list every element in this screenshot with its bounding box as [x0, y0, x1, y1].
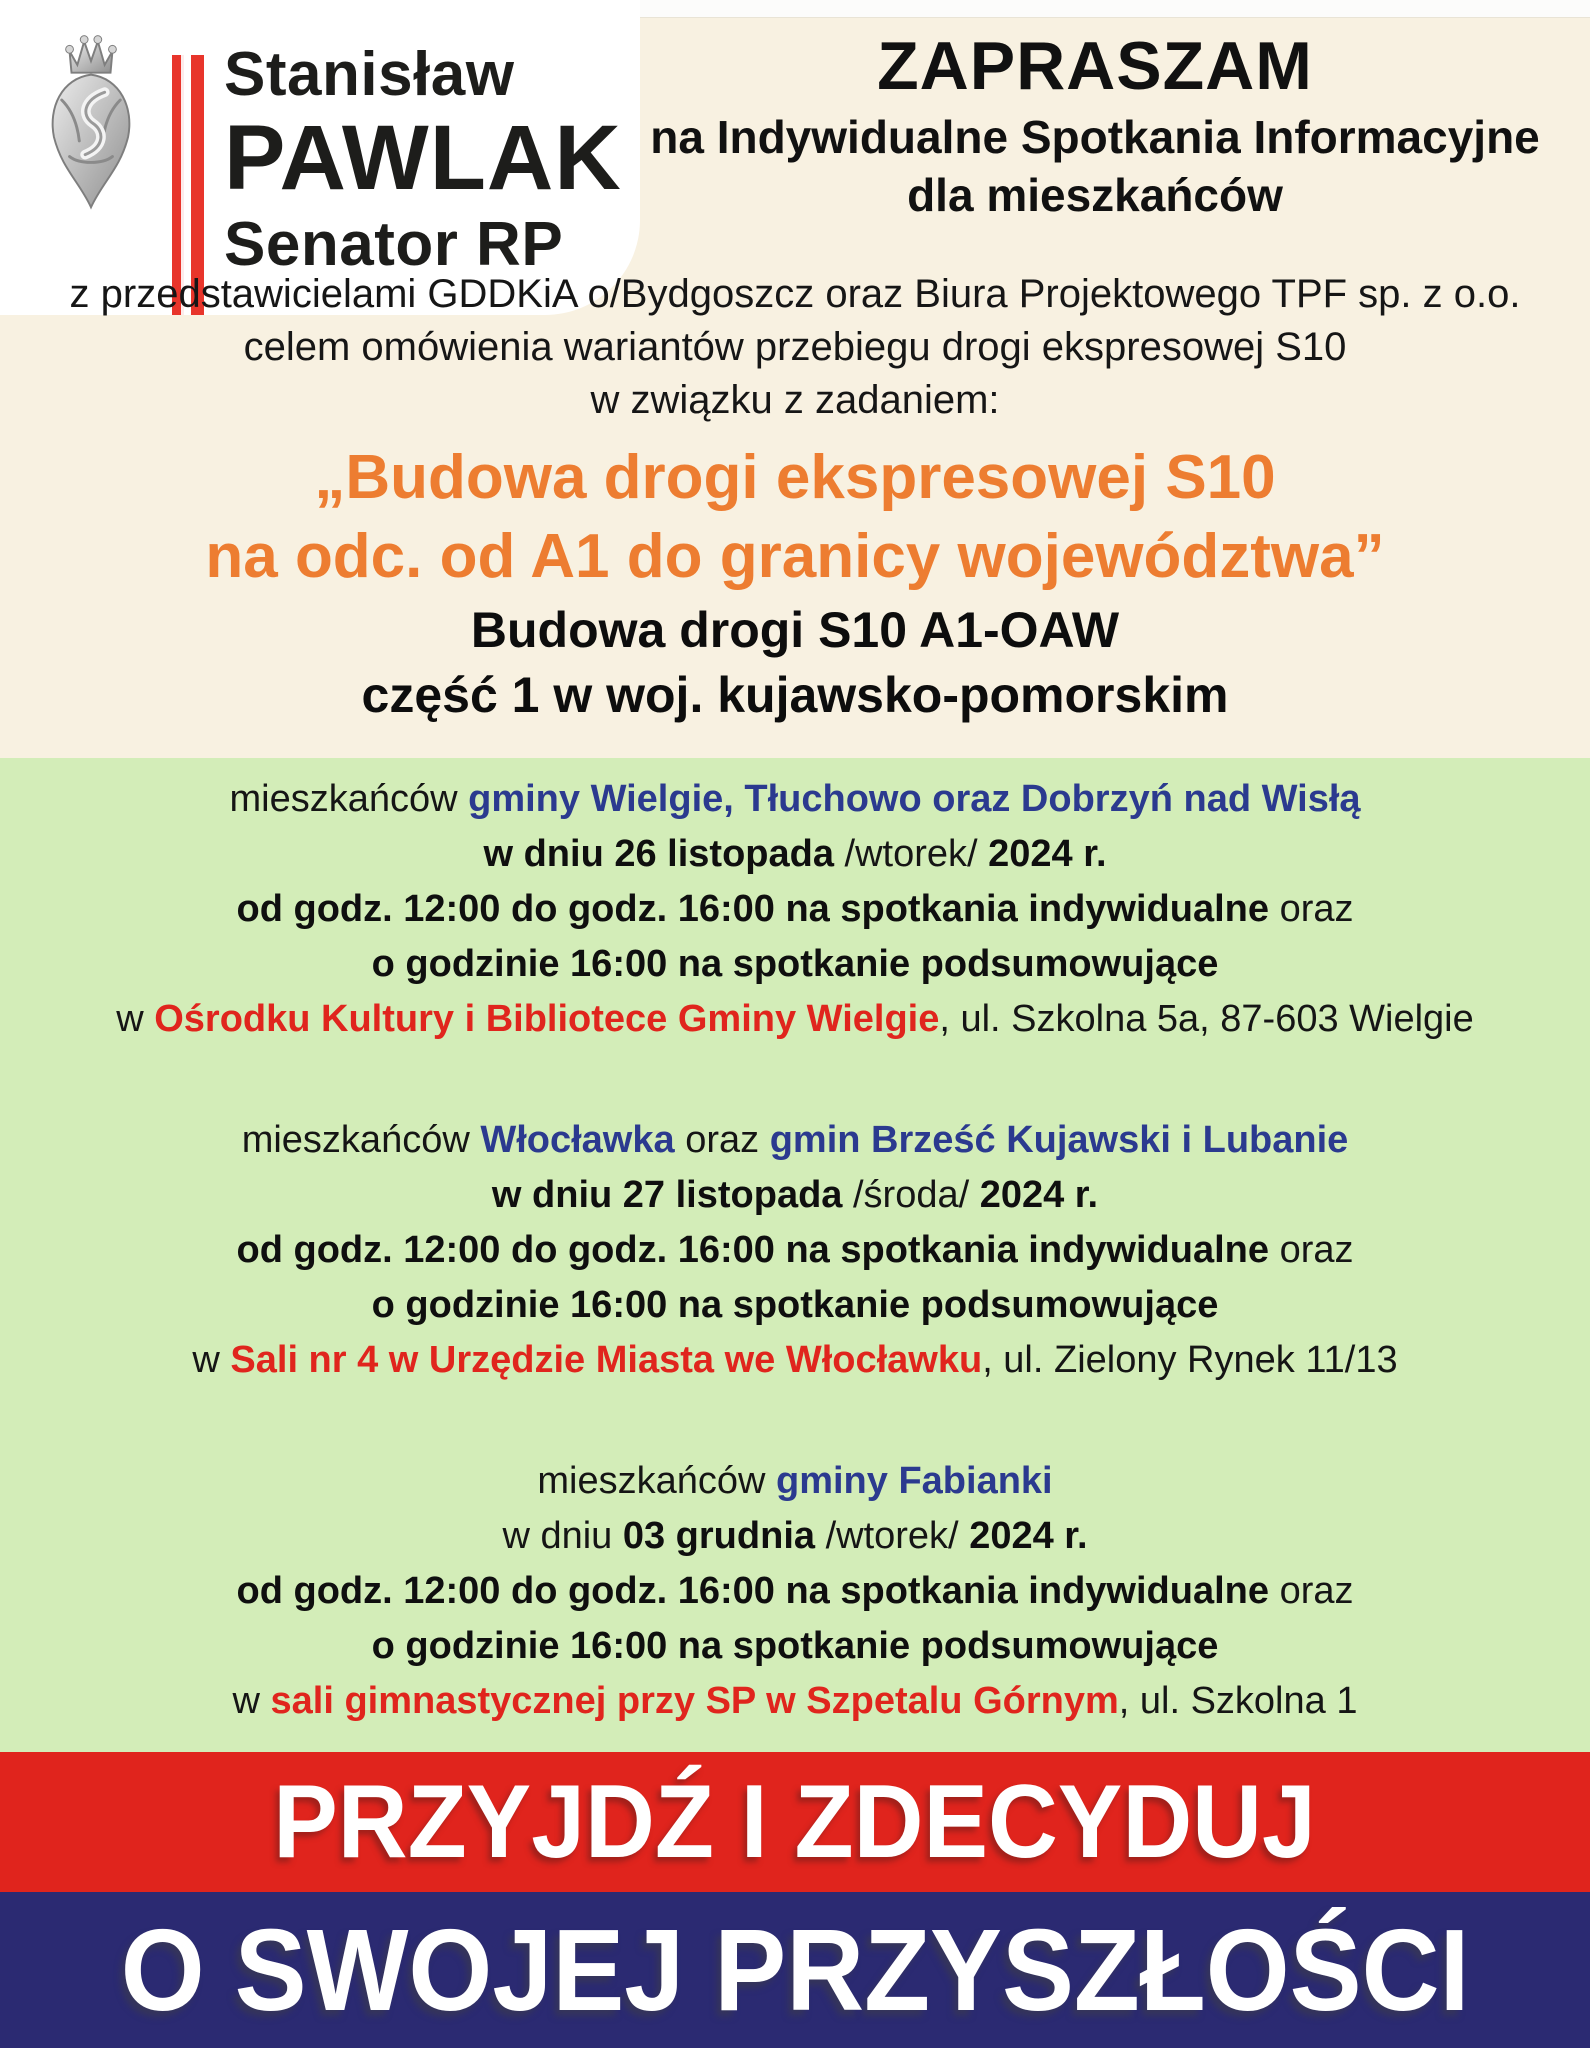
meeting-text-segment: o godzinie 16:00 na spotkanie podsumowujące [371, 943, 1219, 985]
meeting-text-segment: oraz [1279, 1229, 1354, 1271]
meeting-text-segment: od godz. 12:00 do godz. 16:00 na spotkania indywidualne [236, 1570, 1280, 1612]
meeting-text-segment: oraz [674, 1119, 770, 1161]
intro-paragraph [0, 268, 1590, 427]
meeting-summary-line [0, 1278, 1590, 1333]
meeting-summary-line [0, 937, 1590, 992]
meeting-text-segment: o godzinie 16:00 na spotkanie podsumowujące [371, 1284, 1219, 1326]
project-quote [0, 438, 1590, 596]
meeting-text-segment: 03 grudnia [622, 1515, 826, 1557]
meeting-text-segment: mieszkańców [241, 1119, 481, 1161]
meeting-audience-line [0, 1113, 1590, 1168]
meeting-text-segment: , ul. Szkolna 1 [1118, 1680, 1358, 1722]
meeting-summary-line [0, 1619, 1590, 1674]
meeting-text-segment: sali gimnastycznej przy SP w Szpetalu Górnym [270, 1680, 1119, 1722]
project-quote-line-2: na odc. od A1 do granicy województwa” [205, 522, 1385, 591]
meeting-block [0, 1113, 1590, 1388]
meeting-text-segment: gminy Fabianki [776, 1460, 1053, 1502]
meeting-venue-line [0, 1674, 1590, 1729]
meeting-audience-line [0, 1454, 1590, 1509]
cta-banner-red-text: PRZYJDŹ I ZDECYDUJ [273, 1763, 1317, 1880]
meeting-text-segment: mieszkańców [229, 778, 469, 820]
meeting-text-segment: od godz. 12:00 do godz. 16:00 na spotkania indywidualne [236, 1229, 1280, 1271]
meeting-text-segment: Sali nr 4 w Urzędzie Miasta we Włocławku [230, 1339, 983, 1381]
meeting-text-segment: oraz [1279, 1570, 1354, 1612]
meeting-text-segment: Ośrodku Kultury i Bibliotece Gminy Wielgie [154, 998, 940, 1040]
meeting-text-segment: w [192, 1339, 231, 1381]
meeting-text-segment: gmin Brześć Kujawski i Lubanie [769, 1119, 1349, 1161]
meeting-text-segment: gminy Wielgie, Tłuchowo oraz Dobrzyń nad Wisłą [468, 778, 1361, 820]
senator-name-block [224, 40, 622, 279]
invite-subtitle-2: dla mieszkańców [907, 169, 1283, 221]
meeting-text-segment: 2024 r. [979, 1174, 1099, 1216]
cta-banner-navy-text: O SWOJEJ PRZYSZŁOŚCI [120, 1905, 1470, 2035]
meeting-text-segment: /wtorek/ [825, 1515, 970, 1557]
meeting-text-segment: Włocławka [480, 1119, 675, 1161]
invite-title: ZAPRASZAM [877, 28, 1313, 104]
cta-banner-navy [0, 1892, 1590, 2048]
meeting-text-segment: mieszkańców [537, 1460, 776, 1502]
meeting-text-segment: 2024 r. [969, 1515, 1088, 1557]
meeting-hours-line [0, 882, 1590, 937]
intro-line-1: z przedstawicielami GDDKiA o/Bydgoszcz oraz Biura Projektowego TPF sp. z o.o. [69, 272, 1521, 316]
project-subtitle [0, 598, 1590, 728]
meeting-text-segment: w dniu [502, 1515, 623, 1557]
meeting-text-segment: 2024 r. [988, 833, 1107, 875]
cta-banner-red [0, 1752, 1590, 1892]
meeting-date-line [0, 1509, 1590, 1564]
invite-subtitle-1: na Indywidualne Spotkania Informacyjne [650, 111, 1540, 163]
meeting-audience-line [0, 772, 1590, 827]
meeting-venue-line [0, 1333, 1590, 1388]
meeting-text-segment: , ul. Szkolna 5a, 87-603 Wielgie [939, 998, 1474, 1040]
meetings-section [0, 758, 1590, 1752]
meeting-text-segment: , ul. Zielony Rynek 11/13 [982, 1339, 1398, 1381]
meeting-venue-line [0, 992, 1590, 1047]
invite-headline [620, 24, 1570, 224]
meeting-text-segment: w [232, 1680, 271, 1722]
meeting-text-segment: o godzinie 16:00 na spotkanie podsumowujące [371, 1625, 1219, 1667]
project-subtitle-line-2: część 1 w woj. kujawsko-pomorskim [361, 667, 1229, 723]
meeting-date-line [0, 827, 1590, 882]
meeting-text-segment: w [116, 998, 155, 1040]
project-subtitle-line-1: Budowa drogi S10 A1-OAW [470, 602, 1120, 658]
meeting-block [0, 772, 1590, 1047]
senator-last-name: PAWLAK [224, 107, 622, 209]
meeting-hours-line [0, 1223, 1590, 1278]
meeting-text-segment: /środa/ [852, 1174, 980, 1216]
project-quote-line-1: „Budowa drogi ekspresowej S10 [314, 443, 1276, 512]
meeting-block [0, 1454, 1590, 1729]
meeting-date-line [0, 1168, 1590, 1223]
senate-eagle-icon [30, 22, 152, 217]
meeting-text-segment: w dniu 27 listopada [491, 1174, 853, 1216]
meeting-text-segment: od godz. 12:00 do godz. 16:00 na spotkania indywidualne [236, 888, 1280, 930]
meeting-text-segment: /wtorek/ [844, 833, 989, 875]
intro-line-2: celem omówienia wariantów przebiegu drogi ekspresowej S10 [243, 325, 1347, 369]
meeting-hours-line [0, 1564, 1590, 1619]
meeting-text-segment: oraz [1279, 888, 1354, 930]
senator-title: Senator RP [224, 210, 564, 279]
intro-line-3: w związku z zadaniem: [590, 378, 1000, 422]
meeting-text-segment: w dniu 26 listopada [483, 833, 845, 875]
senator-first-name: Stanisław [224, 40, 515, 109]
